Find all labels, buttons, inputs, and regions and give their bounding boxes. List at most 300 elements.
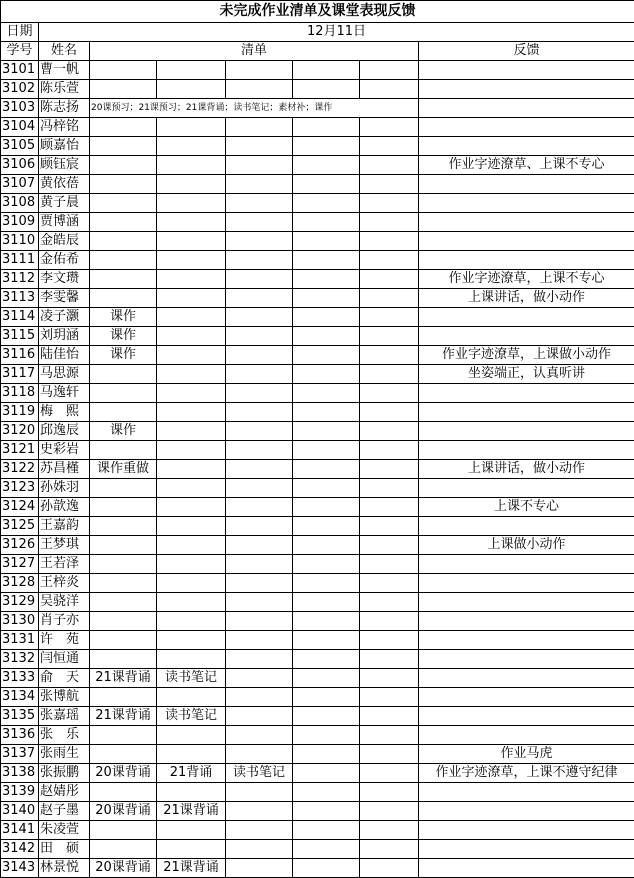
list-item[interactable] (226, 61, 293, 80)
student-id[interactable]: 3142 (1, 840, 39, 859)
student-id[interactable]: 3130 (1, 612, 39, 631)
feedback-cell[interactable] (419, 384, 634, 403)
list-item[interactable] (293, 118, 360, 137)
student-id[interactable]: 3123 (1, 479, 39, 498)
feedback-cell[interactable] (419, 175, 634, 194)
feedback-cell[interactable] (419, 669, 634, 688)
student-id[interactable]: 3132 (1, 650, 39, 669)
student-name[interactable]: 王梦琪 (39, 536, 90, 555)
list-item[interactable] (293, 802, 360, 821)
list-item[interactable] (360, 365, 419, 384)
list-item[interactable] (90, 498, 157, 517)
list-item[interactable] (226, 156, 293, 175)
list-item[interactable] (157, 688, 226, 707)
list-item[interactable] (226, 745, 293, 764)
list-item[interactable] (157, 631, 226, 650)
list-item[interactable] (293, 251, 360, 270)
student-name[interactable]: 陈乐萱 (39, 80, 90, 99)
list-item[interactable] (157, 251, 226, 270)
list-item[interactable]: 课作 (90, 308, 157, 327)
list-item[interactable] (293, 460, 360, 479)
list-item[interactable] (293, 308, 360, 327)
feedback-cell[interactable] (419, 688, 634, 707)
feedback-cell[interactable] (419, 593, 634, 612)
list-item[interactable] (293, 593, 360, 612)
list-item[interactable] (226, 726, 293, 745)
feedback-cell[interactable] (419, 61, 634, 80)
list-item[interactable] (293, 555, 360, 574)
list-item[interactable] (226, 783, 293, 802)
list-item[interactable] (360, 251, 419, 270)
feedback-cell[interactable]: 上课做小动作 (419, 536, 634, 555)
list-item[interactable] (293, 194, 360, 213)
list-item[interactable] (360, 61, 419, 80)
list-item[interactable] (90, 745, 157, 764)
list-item[interactable] (157, 593, 226, 612)
list-item[interactable] (293, 498, 360, 517)
list-item[interactable] (293, 175, 360, 194)
student-name[interactable]: 孙姝羽 (39, 479, 90, 498)
list-item[interactable] (360, 745, 419, 764)
list-item[interactable] (157, 194, 226, 213)
student-id[interactable]: 3140 (1, 802, 39, 821)
list-item[interactable]: 课作重做 (90, 460, 157, 479)
list-item[interactable] (90, 783, 157, 802)
student-name[interactable]: 林景悦 (39, 859, 90, 878)
student-id[interactable]: 3126 (1, 536, 39, 555)
feedback-cell[interactable]: 作业字迹潦草，上课不遵守纪律 (419, 764, 634, 783)
list-item[interactable] (157, 365, 226, 384)
list-item[interactable]: 课作 (90, 327, 157, 346)
list-item[interactable] (360, 422, 419, 441)
student-name[interactable]: 黄依蓓 (39, 175, 90, 194)
list-item[interactable] (360, 612, 419, 631)
feedback-cell[interactable] (419, 251, 634, 270)
student-id[interactable]: 3117 (1, 365, 39, 384)
list-item[interactable] (293, 270, 360, 289)
student-name[interactable]: 田 硕 (39, 840, 90, 859)
list-item[interactable] (360, 555, 419, 574)
student-id[interactable]: 3137 (1, 745, 39, 764)
list-item[interactable] (293, 707, 360, 726)
student-name[interactable]: 马逸轩 (39, 384, 90, 403)
list-item[interactable] (157, 745, 226, 764)
list-item[interactable] (157, 289, 226, 308)
student-id[interactable]: 3116 (1, 346, 39, 365)
student-name[interactable]: 邱逸辰 (39, 422, 90, 441)
list-item[interactable] (293, 441, 360, 460)
student-id[interactable]: 3111 (1, 251, 39, 270)
list-item[interactable] (90, 688, 157, 707)
list-item[interactable] (157, 555, 226, 574)
list-item[interactable] (226, 802, 293, 821)
list-item[interactable] (157, 783, 226, 802)
student-id[interactable]: 3113 (1, 289, 39, 308)
list-item[interactable] (157, 479, 226, 498)
list-item[interactable] (360, 783, 419, 802)
list-item[interactable] (360, 669, 419, 688)
student-name[interactable]: 张雨生 (39, 745, 90, 764)
list-item[interactable] (293, 422, 360, 441)
student-name[interactable]: 冯梓铭 (39, 118, 90, 137)
list-item[interactable] (90, 555, 157, 574)
list-item[interactable] (293, 479, 360, 498)
list-item[interactable] (293, 403, 360, 422)
list-item[interactable] (157, 422, 226, 441)
student-id[interactable]: 3119 (1, 403, 39, 422)
list-item[interactable] (157, 384, 226, 403)
list-item[interactable] (157, 403, 226, 422)
list-item[interactable] (360, 574, 419, 593)
student-name[interactable]: 赵子墨 (39, 802, 90, 821)
list-item[interactable] (90, 156, 157, 175)
list-item[interactable] (90, 821, 157, 840)
list-item[interactable] (90, 175, 157, 194)
list-item[interactable] (360, 498, 419, 517)
student-name[interactable]: 黄子晨 (39, 194, 90, 213)
list-item[interactable] (90, 650, 157, 669)
student-name[interactable]: 刘玥涵 (39, 327, 90, 346)
list-item[interactable] (90, 251, 157, 270)
list-item[interactable] (90, 80, 157, 99)
list-item[interactable] (90, 232, 157, 251)
feedback-cell[interactable] (419, 821, 634, 840)
list-item[interactable]: 读书笔记 (226, 764, 293, 783)
list-item[interactable] (90, 441, 157, 460)
list-item[interactable] (157, 270, 226, 289)
list-item[interactable] (293, 726, 360, 745)
list-item[interactable] (360, 631, 419, 650)
list-item[interactable] (293, 840, 360, 859)
list-item[interactable] (90, 118, 157, 137)
student-name[interactable]: 顾钰宸 (39, 156, 90, 175)
list-item[interactable] (90, 270, 157, 289)
feedback-cell[interactable] (419, 707, 634, 726)
list-item[interactable] (226, 308, 293, 327)
list-item[interactable] (360, 213, 419, 232)
feedback-cell[interactable] (419, 631, 634, 650)
list-item[interactable] (90, 574, 157, 593)
student-id[interactable]: 3102 (1, 80, 39, 99)
feedback-cell[interactable]: 作业字迹潦草，上课不专心 (419, 270, 634, 289)
list-item[interactable] (293, 137, 360, 156)
feedback-cell[interactable]: 上课不专心 (419, 498, 634, 517)
list-item[interactable] (157, 460, 226, 479)
list-item[interactable] (360, 270, 419, 289)
student-id[interactable]: 3127 (1, 555, 39, 574)
list-item[interactable] (293, 574, 360, 593)
list-item[interactable] (226, 365, 293, 384)
list-item[interactable]: 21背诵 (157, 764, 226, 783)
list-item[interactable] (360, 726, 419, 745)
list-item[interactable] (226, 384, 293, 403)
student-id[interactable]: 3108 (1, 194, 39, 213)
list-item[interactable] (157, 232, 226, 251)
student-name[interactable]: 俞 天 (39, 669, 90, 688)
list-item[interactable] (226, 251, 293, 270)
student-name[interactable]: 陆佳怡 (39, 346, 90, 365)
list-item[interactable] (293, 346, 360, 365)
list-item[interactable] (293, 631, 360, 650)
list-item[interactable] (157, 517, 226, 536)
feedback-cell[interactable] (419, 422, 634, 441)
list-item[interactable] (157, 726, 226, 745)
list-item[interactable] (226, 517, 293, 536)
list-item[interactable] (157, 61, 226, 80)
feedback-cell[interactable]: 上课讲话，做小动作 (419, 460, 634, 479)
list-item[interactable] (226, 574, 293, 593)
student-id[interactable]: 3138 (1, 764, 39, 783)
list-item[interactable] (360, 327, 419, 346)
list-item[interactable]: 课作 (90, 346, 157, 365)
feedback-cell[interactable] (419, 555, 634, 574)
list-item[interactable] (293, 80, 360, 99)
student-id[interactable]: 3129 (1, 593, 39, 612)
feedback-cell[interactable] (419, 840, 634, 859)
student-name[interactable]: 金皓辰 (39, 232, 90, 251)
list-item[interactable] (293, 821, 360, 840)
feedback-cell[interactable] (419, 137, 634, 156)
student-name[interactable]: 凌子灏 (39, 308, 90, 327)
student-id[interactable]: 3143 (1, 859, 39, 878)
list-item[interactable] (360, 384, 419, 403)
feedback-cell[interactable] (419, 99, 634, 118)
list-item[interactable]: 20课预习；21课预习；21课背诵；读书笔记；素材补；课作 (90, 99, 419, 118)
feedback-cell[interactable]: 作业字迹潦草、上课不专心 (419, 156, 634, 175)
list-item[interactable] (157, 574, 226, 593)
student-name[interactable]: 许 苑 (39, 631, 90, 650)
feedback-cell[interactable] (419, 232, 634, 251)
list-item[interactable] (90, 840, 157, 859)
student-id[interactable]: 3103 (1, 99, 39, 118)
student-id[interactable]: 3131 (1, 631, 39, 650)
list-item[interactable] (293, 384, 360, 403)
student-name[interactable]: 马思源 (39, 365, 90, 384)
student-name[interactable]: 张嘉瑶 (39, 707, 90, 726)
list-item[interactable] (157, 327, 226, 346)
list-item[interactable] (157, 346, 226, 365)
student-name[interactable]: 李文瓒 (39, 270, 90, 289)
student-id[interactable]: 3134 (1, 688, 39, 707)
list-item[interactable] (90, 479, 157, 498)
student-name[interactable]: 曹一帆 (39, 61, 90, 80)
student-name[interactable]: 史彩岩 (39, 441, 90, 460)
student-id[interactable]: 3112 (1, 270, 39, 289)
student-id[interactable]: 3110 (1, 232, 39, 251)
list-item[interactable] (157, 137, 226, 156)
student-name[interactable]: 王梓炎 (39, 574, 90, 593)
list-item[interactable] (360, 821, 419, 840)
list-item[interactable] (360, 840, 419, 859)
feedback-cell[interactable]: 作业马虎 (419, 745, 634, 764)
list-item[interactable] (226, 80, 293, 99)
list-item[interactable] (360, 194, 419, 213)
student-name[interactable]: 吴骁洋 (39, 593, 90, 612)
student-id[interactable]: 3139 (1, 783, 39, 802)
list-item[interactable] (90, 61, 157, 80)
list-item[interactable] (360, 764, 419, 783)
list-item[interactable] (226, 840, 293, 859)
student-name[interactable]: 朱凌萱 (39, 821, 90, 840)
list-item[interactable] (360, 175, 419, 194)
student-name[interactable]: 孙歆逸 (39, 498, 90, 517)
list-item[interactable] (157, 213, 226, 232)
feedback-cell[interactable]: 坐姿端正，认真听讲 (419, 365, 634, 384)
list-item[interactable] (293, 289, 360, 308)
list-item[interactable] (157, 650, 226, 669)
student-name[interactable]: 苏昌槿 (39, 460, 90, 479)
feedback-cell[interactable] (419, 403, 634, 422)
list-item[interactable] (293, 232, 360, 251)
list-item[interactable] (293, 745, 360, 764)
list-item[interactable] (293, 650, 360, 669)
list-item[interactable] (226, 536, 293, 555)
list-item[interactable] (360, 346, 419, 365)
list-item[interactable] (90, 384, 157, 403)
student-name[interactable]: 赵婧彤 (39, 783, 90, 802)
list-item[interactable] (293, 213, 360, 232)
student-id[interactable]: 3101 (1, 61, 39, 80)
list-item[interactable] (157, 80, 226, 99)
list-item[interactable] (360, 403, 419, 422)
list-item[interactable] (293, 612, 360, 631)
student-id[interactable]: 3121 (1, 441, 39, 460)
student-id[interactable]: 3122 (1, 460, 39, 479)
list-item[interactable] (226, 460, 293, 479)
student-id[interactable]: 3107 (1, 175, 39, 194)
student-id[interactable]: 3135 (1, 707, 39, 726)
list-item[interactable] (226, 669, 293, 688)
list-item[interactable] (360, 650, 419, 669)
list-item[interactable] (90, 137, 157, 156)
student-name[interactable]: 李雯馨 (39, 289, 90, 308)
student-id[interactable]: 3114 (1, 308, 39, 327)
list-item[interactable]: 20课背诵 (90, 859, 157, 878)
list-item[interactable] (157, 612, 226, 631)
list-item[interactable] (157, 441, 226, 460)
list-item[interactable]: 21课背诵 (90, 669, 157, 688)
list-item[interactable]: 20课背诵 (90, 802, 157, 821)
list-item[interactable] (157, 308, 226, 327)
feedback-cell[interactable]: 作业字迹潦草，上课做小动作 (419, 346, 634, 365)
list-item[interactable] (360, 232, 419, 251)
list-item[interactable] (360, 460, 419, 479)
list-item[interactable] (157, 156, 226, 175)
feedback-cell[interactable] (419, 213, 634, 232)
list-item[interactable] (157, 840, 226, 859)
student-name[interactable]: 闫恒通 (39, 650, 90, 669)
list-item[interactable] (90, 194, 157, 213)
student-name[interactable]: 张博航 (39, 688, 90, 707)
feedback-cell[interactable] (419, 726, 634, 745)
student-id[interactable]: 3141 (1, 821, 39, 840)
student-name[interactable]: 张振鹏 (39, 764, 90, 783)
list-item[interactable] (226, 650, 293, 669)
list-item[interactable] (360, 80, 419, 99)
list-item[interactable] (293, 764, 360, 783)
list-item[interactable] (293, 688, 360, 707)
feedback-cell[interactable] (419, 80, 634, 99)
student-id[interactable]: 3104 (1, 118, 39, 137)
list-item[interactable] (360, 517, 419, 536)
list-item[interactable] (226, 289, 293, 308)
student-name[interactable]: 肖子亦 (39, 612, 90, 631)
list-item[interactable] (360, 156, 419, 175)
list-item[interactable] (293, 783, 360, 802)
list-item[interactable] (226, 479, 293, 498)
list-item[interactable] (90, 593, 157, 612)
student-id[interactable]: 3136 (1, 726, 39, 745)
list-item[interactable] (293, 669, 360, 688)
feedback-cell[interactable] (419, 783, 634, 802)
student-id[interactable]: 3115 (1, 327, 39, 346)
list-item[interactable] (90, 517, 157, 536)
list-item[interactable] (157, 118, 226, 137)
list-item[interactable] (90, 365, 157, 384)
list-item[interactable]: 21课背诵 (157, 859, 226, 878)
feedback-cell[interactable] (419, 118, 634, 137)
student-id[interactable]: 3109 (1, 213, 39, 232)
list-item[interactable] (90, 631, 157, 650)
list-item[interactable] (226, 593, 293, 612)
list-item[interactable] (226, 688, 293, 707)
list-item[interactable] (157, 536, 226, 555)
student-id[interactable]: 3106 (1, 156, 39, 175)
student-name[interactable]: 金佑希 (39, 251, 90, 270)
list-item[interactable] (226, 631, 293, 650)
list-item[interactable] (293, 365, 360, 384)
list-item[interactable] (293, 517, 360, 536)
student-id[interactable]: 3133 (1, 669, 39, 688)
student-name[interactable]: 王若泽 (39, 555, 90, 574)
list-item[interactable] (226, 118, 293, 137)
list-item[interactable] (226, 821, 293, 840)
student-name[interactable]: 陈志扬 (39, 99, 90, 118)
feedback-cell[interactable] (419, 479, 634, 498)
feedback-cell[interactable] (419, 650, 634, 669)
list-item[interactable] (360, 441, 419, 460)
list-item[interactable] (360, 137, 419, 156)
list-item[interactable] (226, 403, 293, 422)
student-id[interactable]: 3125 (1, 517, 39, 536)
student-id[interactable]: 3120 (1, 422, 39, 441)
list-item[interactable] (90, 289, 157, 308)
list-item[interactable] (226, 498, 293, 517)
feedback-cell[interactable] (419, 802, 634, 821)
student-name[interactable]: 梅 熙 (39, 403, 90, 422)
student-id[interactable]: 3124 (1, 498, 39, 517)
student-name[interactable]: 顾嘉怡 (39, 137, 90, 156)
feedback-cell[interactable] (419, 327, 634, 346)
list-item[interactable] (157, 498, 226, 517)
student-name[interactable]: 贾博涵 (39, 213, 90, 232)
list-item[interactable] (90, 213, 157, 232)
feedback-cell[interactable] (419, 194, 634, 213)
list-item[interactable] (226, 213, 293, 232)
student-id[interactable]: 3105 (1, 137, 39, 156)
list-item[interactable]: 读书笔记 (157, 707, 226, 726)
feedback-cell[interactable] (419, 612, 634, 631)
feedback-cell[interactable] (419, 308, 634, 327)
list-item[interactable] (226, 175, 293, 194)
list-item[interactable] (360, 707, 419, 726)
list-item[interactable] (90, 612, 157, 631)
list-item[interactable]: 20课背诵 (90, 764, 157, 783)
list-item[interactable] (226, 555, 293, 574)
list-item[interactable] (226, 346, 293, 365)
list-item[interactable]: 课作 (90, 422, 157, 441)
list-item[interactable] (293, 156, 360, 175)
